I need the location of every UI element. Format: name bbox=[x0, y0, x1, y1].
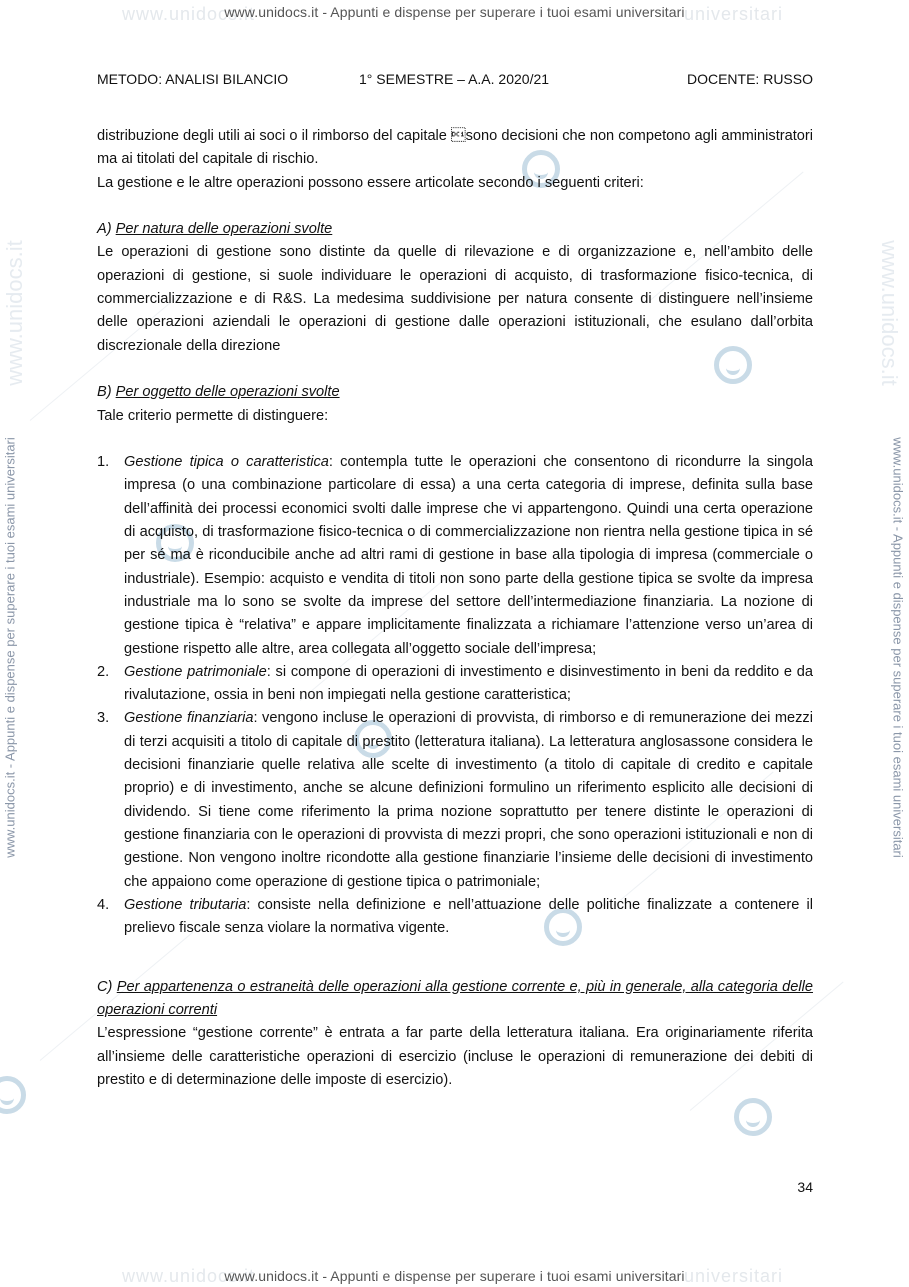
list-item-term: Gestione finanziaria bbox=[124, 710, 254, 727]
watermark-edge-right: www.unidocs.it bbox=[877, 240, 902, 386]
list-item-text: : contempla tutte le operazioni che consentono di ricondurre la singola impresa (o una combinazione particolare di essa) a una certa categoria di imprese, definita sulla base dell’affinità dei processi economici svolti dalle imprese che vi appartengono. Quindi una certa operazione di acquisto, di trasformazione fisico-tecnica o di commercializzazione non rientra nella gestione tipica in sé per sé ma è riconducibile anche ad altri rami di gestione in base alla tipologia di impresa (commerciale o industriale). Esempio: acquisto e vendita di titoli non sono parte della gestione tipica se svolte da impresa industriale ma lo sono se svolte da imprese del settore dell’intermediazione finanziaria. La nozione di gestione tipica è “relativa” e appare implicitamente finalizzata a richiamare l’attenzione verso un’area di gestione rispetto alle altre, area collegata all’oggetto sociale dell’impresa; bbox=[124, 454, 813, 657]
watermark-edge-left: www.unidocs.it bbox=[2, 240, 27, 386]
management-types-list bbox=[97, 451, 813, 940]
list-item-number: 2. bbox=[97, 663, 110, 680]
list-item-text: : consiste nella definizione e nell’attuazione delle politiche finalizzate a contenere il prelievo fiscale senza violare la normativa vigente. bbox=[124, 896, 813, 937]
list-item-term: Gestione tributaria bbox=[124, 896, 247, 913]
page-number: 34 bbox=[797, 1179, 813, 1195]
section-b-letter: B) bbox=[97, 384, 116, 401]
list-item bbox=[97, 451, 813, 661]
section-b-heading bbox=[97, 381, 813, 404]
header-course: METODO: ANALISI BILANCIO bbox=[97, 71, 289, 87]
section-c-letter: C) bbox=[97, 978, 117, 995]
watermark-ghost-bottom-left: www.unidocs.it bbox=[122, 1266, 256, 1286]
list-item-text: : vengono incluse le operazioni di provvista, di rimborso e di remunerazione dei mezzi di terzi acquisiti a titolo di capitale di prestito (letteratura italiana). La letteratura anglosassone considera le decisioni finanziarie quelle relativa alle scelte di investimento (a titolo di capitale di credito e capitale proprio) e di investimento, anche se alcune definizioni formulino un riferimento esplicito alle decisioni di dividendo. Si tiene come riferimento la prima nozione soprattutto per tenere distinte le operazioni di gestione finanziaria con le operazioni di provvista di mezzi propri, che sono operazioni istituzionali e non di gestione. Non vengono inoltre ricondotte alla gestione finanziarie l’insieme delle decisioni di investimento che appaiono come operazione di gestione tipica o patrimoniale; bbox=[124, 710, 813, 890]
unidocs-logo-icon bbox=[734, 1098, 772, 1136]
watermark-side-right: www.unidocs.it - Appunti e dispense per superare i tuoi esami universitari bbox=[890, 437, 906, 858]
list-item-text: : si compone di operazioni di investimento e disinvestimento in beni da reddito e da rivalutazione, ossia in beni non impiegati nella gestione caratteristica; bbox=[124, 663, 813, 704]
list-item-number: 4. bbox=[97, 896, 110, 913]
section-a-heading bbox=[97, 218, 813, 241]
list-item bbox=[97, 661, 813, 708]
watermark-ghost-left: www.unidocs.it bbox=[122, 4, 256, 24]
section-a-letter: A) bbox=[97, 221, 116, 238]
watermark-ghost-right: universitari bbox=[684, 4, 784, 24]
section-c-title: Per appartenenza o estraneità delle operazioni alla gestione corrente e, più in generale, alla categoria delle operazioni correnti bbox=[97, 978, 813, 1018]
section-c-body: L’espressione “gestione corrente” è entrata a far parte della letteratura italiana. Era originariamente riferita all’insieme delle caratteristiche operazioni di esercizio (incluse le operazioni di remunerazione dei debiti di prestito e di determinazione delle imposte di esercizio). bbox=[97, 1025, 813, 1088]
watermark-bottom: www.unidocs.it - Appunti e dispense per superare i tuoi esami universitari bbox=[224, 1268, 685, 1284]
watermark-top: www.unidocs.it - Appunti e dispense per superare i tuoi esami universitari bbox=[224, 4, 685, 20]
section-b-title: Per oggetto delle operazioni svolte bbox=[115, 384, 340, 401]
document-body bbox=[97, 125, 813, 1092]
page-header bbox=[97, 71, 813, 91]
header-teacher: DOCENTE: RUSSO bbox=[686, 71, 813, 87]
intro-paragraph-1: distribuzione degli utili ai soci o il rimborso del capitale sono decisioni che non competono agli amministratori ma ai titolati del capitale di rischio. bbox=[97, 128, 813, 168]
watermark-ghost-bottom-right: universitari bbox=[684, 1266, 784, 1286]
section-c-heading bbox=[97, 976, 813, 1023]
section-a-body: Le operazioni di gestione sono distinte da quelle di rilevazione e di organizzazione e, nell’ambito delle operazioni di gestione, si suole individuare le operazioni di acquisto, di trasformazione fisico-tecnica, di commercializzazione e di R&S. La medesima suddivisione per natura consente di distinguere nell’insieme delle operazioni aziendali le operazioni di gestione dalle operazioni istituzionali, che esulano dall’orbita discrezionale della direzione bbox=[97, 244, 813, 354]
intro-paragraph-2: La gestione e le altre operazioni possono essere articolate secondo i seguenti criteri: bbox=[97, 174, 644, 191]
section-b-intro: Tale criterio permette di distinguere: bbox=[97, 407, 329, 424]
watermark-side-left: www.unidocs.it - Appunti e dispense per superare i tuoi esami universitari bbox=[2, 437, 18, 858]
list-item-number: 1. bbox=[97, 454, 110, 471]
list-item bbox=[97, 894, 813, 941]
list-item-term: Gestione patrimoniale bbox=[124, 663, 267, 680]
list-item-number: 3. bbox=[97, 710, 110, 727]
list-item-term: Gestione tipica o caratteristica bbox=[124, 454, 329, 471]
list-item bbox=[97, 707, 813, 893]
header-semester: 1° SEMESTRE – A.A. 2020/21 bbox=[359, 71, 550, 87]
unidocs-logo-icon bbox=[0, 1076, 26, 1114]
section-a-title: Per natura delle operazioni svolte bbox=[115, 221, 333, 238]
